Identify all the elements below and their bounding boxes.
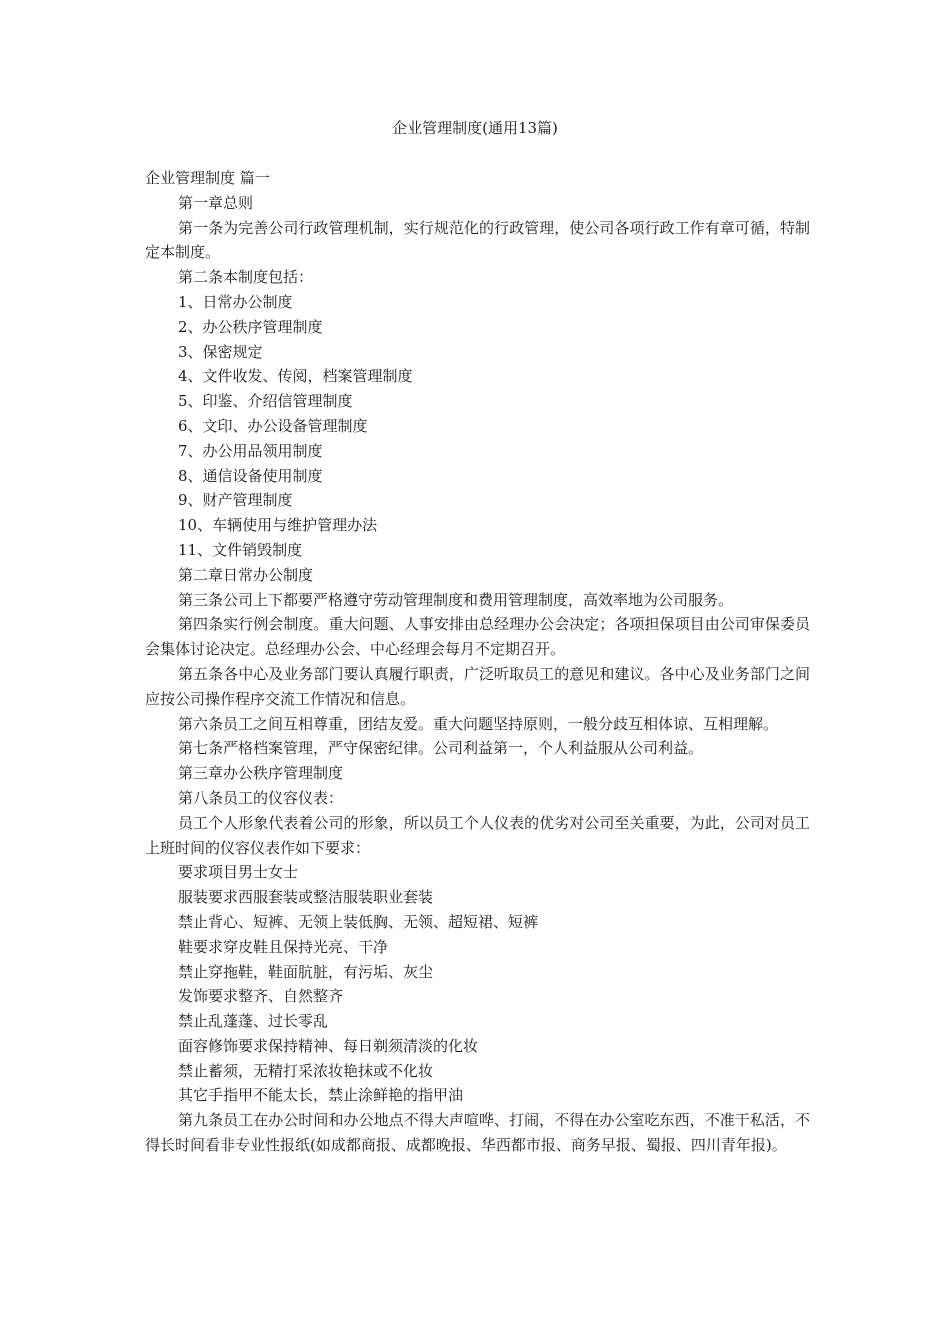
document-paragraph: 禁止背心、短裤、无领上装低胸、无领、超短裙、短裤 (178, 912, 539, 931)
document-paragraph: 第二章日常办公制度 (178, 565, 314, 584)
document-paragraph: 禁止乱蓬蓬、过长零乱 (178, 1012, 329, 1031)
document-paragraph: 第四条实行例会制度。重大问题、人事安排由总经理办公会决定；各项担保项目由公司审保委员会集体讨论决定。总经理办公会、中心经理会每月不定期召开。 (145, 615, 810, 659)
document-paragraph: 面容修饰要求保持精神、每日剃须清淡的化妆 (178, 1036, 479, 1055)
document-paragraph: 8、通信设备使用制度 (178, 466, 323, 485)
document-paragraph: 要求项目男士女士 (178, 863, 299, 882)
document-paragraph: 11、文件销毁制度 (178, 540, 303, 559)
document-paragraph: 第六条员工之间互相尊重，团结友爱。重大问题坚持原则，一般分歧互相体谅、互相理解。 (178, 714, 779, 733)
document-title: 企业管理制度(通用13篇) (392, 119, 558, 137)
document-paragraph: 第九条员工在办公时间和办公地点不得大声喧哗、打闹，不得在办公室吃东西，不准干私活，不得长时间看非专业性报纸(如成都商报、成都晚报、华西都市报、商务早报、蜀报、四川青年报)。 (145, 1111, 810, 1155)
document-paragraph: 2、办公秩序管理制度 (178, 317, 323, 336)
document-paragraph: 第一章总则 (178, 193, 254, 212)
document-paragraph: 6、文印、办公设备管理制度 (178, 416, 368, 435)
document-paragraph: 其它手指甲不能太长，禁止涂鲜艳的指甲油 (178, 1086, 464, 1105)
document-paragraph: 服装要求西服套装或整洁服装职业套装 (178, 888, 434, 907)
document-paragraph: 3、保密规定 (178, 342, 263, 361)
document-body (145, 166, 810, 1158)
document-paragraph: 4、文件收发、传阅，档案管理制度 (178, 367, 413, 386)
section-heading: 企业管理制度 篇一 (145, 169, 270, 187)
document-paragraph: 发饰要求整齐、自然整齐 (178, 987, 344, 1006)
document-paragraph: 10、车辆使用与维护管理办法 (178, 516, 378, 535)
document-paragraph: 7、办公用品领用制度 (178, 441, 323, 460)
document-paragraph: 第八条员工的仪容仪表： (178, 788, 344, 807)
document-paragraph: 5、印鉴、介绍信管理制度 (178, 392, 353, 411)
document-paragraph: 第五条各中心及业务部门要认真履行职责，广泛听取员工的意见和建议。各中心及业务部门之间应按公司操作程序交流工作情况和信息。 (145, 664, 810, 708)
document-paragraph: 员工个人形象代表着公司的形象，所以员工个人仪表的优劣对公司至关重要，为此，公司对员工上班时间的仪容仪表作如下要求： (145, 813, 810, 857)
document-paragraph: 第七条严格档案管理，严守保密纪律。公司利益第一，个人利益服从公司利益。 (178, 739, 704, 758)
document-paragraph: 9、财产管理制度 (178, 491, 293, 510)
document-paragraph: 鞋要求穿皮鞋且保持光亮、干净 (178, 937, 389, 956)
document-paragraph: 第二条本制度包括： (178, 268, 314, 287)
document-paragraph: 1、日常办公制度 (178, 292, 293, 311)
document-paragraph: 第三条公司上下都要严格遵守劳动管理制度和费用管理制度，高效率地为公司服务。 (178, 590, 734, 609)
document-paragraph: 禁止穿拖鞋，鞋面肮脏，有污垢、灰尘 (178, 962, 434, 981)
document-paragraph: 第一条为完善公司行政管理机制，实行规范化的行政管理，使公司各项行政工作有章可循，特制定本制度。 (145, 218, 810, 262)
document-paragraph: 第三章办公秩序管理制度 (178, 764, 344, 783)
document-paragraph: 禁止蓄须，无精打采浓妆艳抹或不化妆 (178, 1061, 434, 1080)
